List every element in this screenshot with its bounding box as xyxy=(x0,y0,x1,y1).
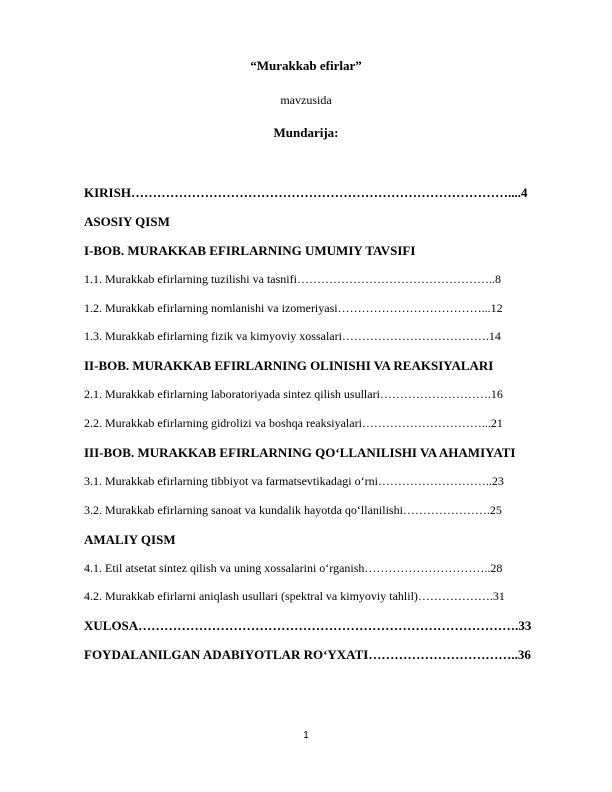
toc-entry: 1.3. Murakkab efirlarning fizik va kimyoviy xossalari……………………………….14 xyxy=(84,329,501,344)
toc-entry: ASOSIY QISM xyxy=(84,213,170,229)
page-number: 1 xyxy=(303,730,309,741)
document-subtitle: mavzusida xyxy=(280,93,332,107)
toc-entry: KIRISH……………………………………………………………………………....4 xyxy=(84,185,528,200)
contents-heading: Mundarija: xyxy=(273,125,339,140)
toc-entry: I-BOB. MURAKKAB EFIRLARNING UMUMIY TAVSIFI xyxy=(84,242,416,258)
toc-entry: 3.1. Murakkab efirlarning tibbiyot va farmatsevtikadagi o‘rni………………………..23 xyxy=(84,473,504,488)
toc-entry: 4.2. Murakkab efirlarni aniqlash usullari (spektral va kimyoviy tahlil)……………….31 xyxy=(84,589,505,604)
toc-entry: 1.2. Murakkab efirlarning nomlanishi va izomeriyasi………………………………...12 xyxy=(84,300,503,315)
table-of-contents xyxy=(84,184,572,675)
toc-entry: FOYDALANILGAN ADABIYOTLAR RO‘YXATI……………………………..36 xyxy=(84,647,531,663)
toc-entry: 2.1. Murakkab efirlarning laboratoriyada sintez qilish usullari……………………….16 xyxy=(84,387,503,402)
toc-entry: III-BOB. MURAKKAB EFIRLARNING QO‘LLANILISHI VA AHAMIYATI xyxy=(84,445,516,461)
document-title: “Murakkab efirlar” xyxy=(250,58,362,73)
toc-entry: 3.2. Murakkab efirlarning sanoat va kundalik hayotda qo‘llanilishi………………….25 xyxy=(84,502,502,517)
toc-entry: II-BOB. MURAKKAB EFIRLARNING OLINISHI VA REAKSIYALARI xyxy=(84,358,494,374)
toc-entry: 2.2. Murakkab efirlarning gidrolizi va boshqa reaksiyalari…………………………...21 xyxy=(84,416,503,431)
toc-entry: 4.1. Etil atsetat sintez qilish va uning xossalarini o‘rganish…………………………..28 xyxy=(84,560,503,575)
toc-entry: AMALIY QISM xyxy=(84,531,176,547)
toc-entry: 1.1. Murakkab efirlarning tuzilishi va tasnifi…………………………………………..8 xyxy=(84,271,501,286)
toc-entry: XULOSA…………………………………………………………………………….33 xyxy=(84,618,532,634)
